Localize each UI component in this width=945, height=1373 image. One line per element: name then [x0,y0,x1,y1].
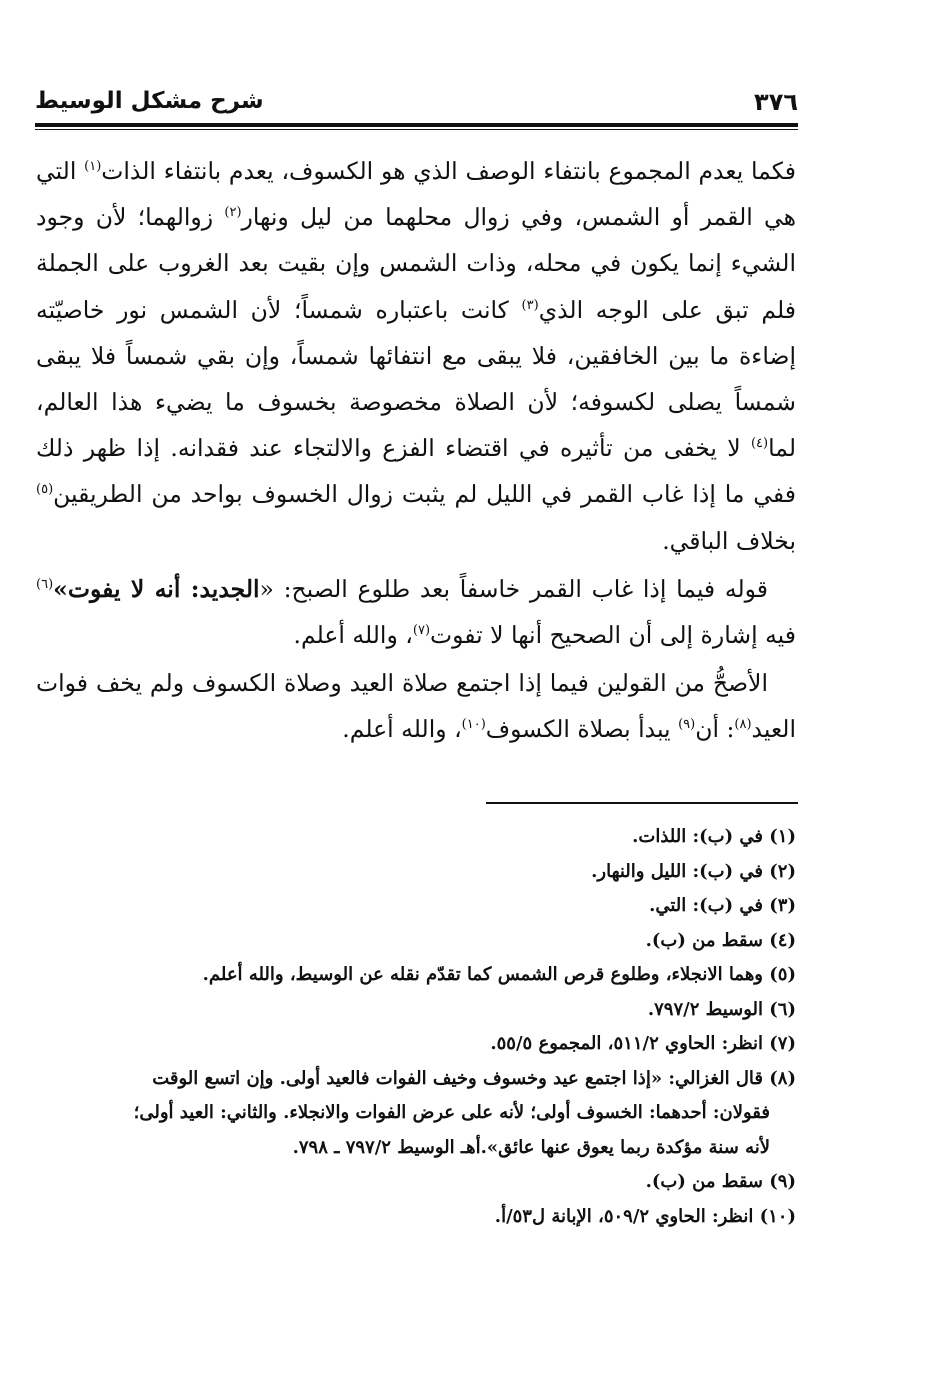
footnote-6: (٦) الوسيط ٧٩٧/٢. [647,998,796,1020]
footnote-ref-2: (٢) [224,205,242,221]
footnote-3: (٣) في (ب): التي. [649,895,796,916]
page-header [35,88,798,118]
header-rule-thick [35,123,798,127]
page-number: ٣٧٦ [754,88,798,116]
paragraph-2 [36,566,796,658]
footnote-2: (٢) في (ب): الليل والنهار. [591,860,796,882]
paragraph-3 [36,660,796,752]
text-run: فكما يعدم المجموع بانتفاء الوصف الذي هو الكسوف، يعدم بانتفاء الذات [101,157,796,185]
text-run: بخلاف الباقي. [662,526,796,555]
footnote-8-continued: لأنه سنة مؤكدة ربما يعوق عنها عائق».أهـ الوسيط ٧٩٧/٢ ـ ٧٩٨. [292,1136,770,1158]
footnote-ref-4: (٤) [750,436,769,452]
closing-quote: » [53,574,68,603]
footnote-ref-1: (١) [84,159,102,175]
text-run: الأصحُّ من القولين فيما إذا اجتمع صلاة العيد وصلاة الكسوف ولم يخف فوات العيد [36,669,796,744]
footnote-ref-8: (٨) [734,717,752,733]
text-run: التي هي القمر أو الشمس، وفي زوال محلهما من ليل ونهار [36,157,797,232]
footnote-8-continued: فقولان: أحدهما: الخسوف أولى؛ لأنه على عرض الفوات والانجلاء. والثاني: العيد أولى؛ [133,1102,770,1123]
footnote-9: (٩) سقط من (ب). [645,1171,796,1192]
footnote-ref-5: (٥) [36,482,54,498]
text-run: ، والله أعلم. [342,715,462,744]
footnote-1: (١) في (ب): اللذات. [632,826,796,847]
running-title: شرح مشكل الوسيط [35,88,264,114]
text-run: كانت باعتباره شمساً؛ لأن الشمس نور خاصيّته إضاءة ما بين الخافقين، فلا يبقى مع انتفائها شمساً، وإن بقي شمساً فلا يبقى شمساً يصلى لكسوفه؛ لأن الصلاة مخصوصة بخسوف ما يضيء هذا العالم، لما [36,295,796,463]
footnote-separator [486,802,798,804]
header-rule-thin [35,129,798,130]
paragraph-1 [36,148,796,564]
footnote-4: (٤) سقط من (ب). [645,929,796,951]
footnote-ref-7: (٧) [412,623,431,639]
text-run: زوالهما؛ لأن وجود الشيء إنما يكون في محله، وذات الشمس وإن بقيت بعد الغروب على الجملة فلم تبق على الوجه الذي [36,203,796,324]
footnote-5: (٥) وهما الانجلاء، وطلوع قرص الشمس كما تقدّم نقله عن الوسيط، والله أعلم. [202,964,796,985]
text-run: ، والله أعلم. [293,621,413,650]
text-run: : أن [695,715,735,744]
text-run: قوله فيما إذا غاب القمر خاسفاً بعد طلوع الصبح: « [259,574,768,603]
quoted-phrase: الجديد: أنه لا يفوت [67,574,260,603]
text-run: يبدأ بصلاة الكسوف [485,715,679,744]
text-run: لا يخفى من تأثيره في اقتضاء الفزع والالتجاء عند فقدانه. إذا ظهر ذلك ففي ما إذا غاب القمر في الليل لم يثبت زوال الخسوف بواحد من الطريقين [36,434,796,509]
footnote-ref-10: (١٠) [461,717,486,733]
main-text [36,148,796,755]
footnote-ref-9: (٩) [678,717,696,733]
footnote-ref-3: (٣) [521,297,539,313]
footnote-8: (٨) قال الغزالي: «إذا اجتمع عيد وخسوف وخيف الفوات فالعيد أولى. وإن اتسع الوقت [152,1067,796,1089]
footnote-7: (٧) انظر: الحاوي ٥١١/٢، المجموع ٥٥/٥. [490,1033,796,1054]
text-run: فيه إشارة إلى أن الصحيح أنها لا تفوت [430,621,796,650]
footnotes [36,820,796,1234]
footnote-10: (١٠) انظر: الحاوي ٥٠٩/٢، الإبانة ل٥٣/أ. [494,1205,796,1227]
footnote-ref-6: (٦) [36,577,54,592]
